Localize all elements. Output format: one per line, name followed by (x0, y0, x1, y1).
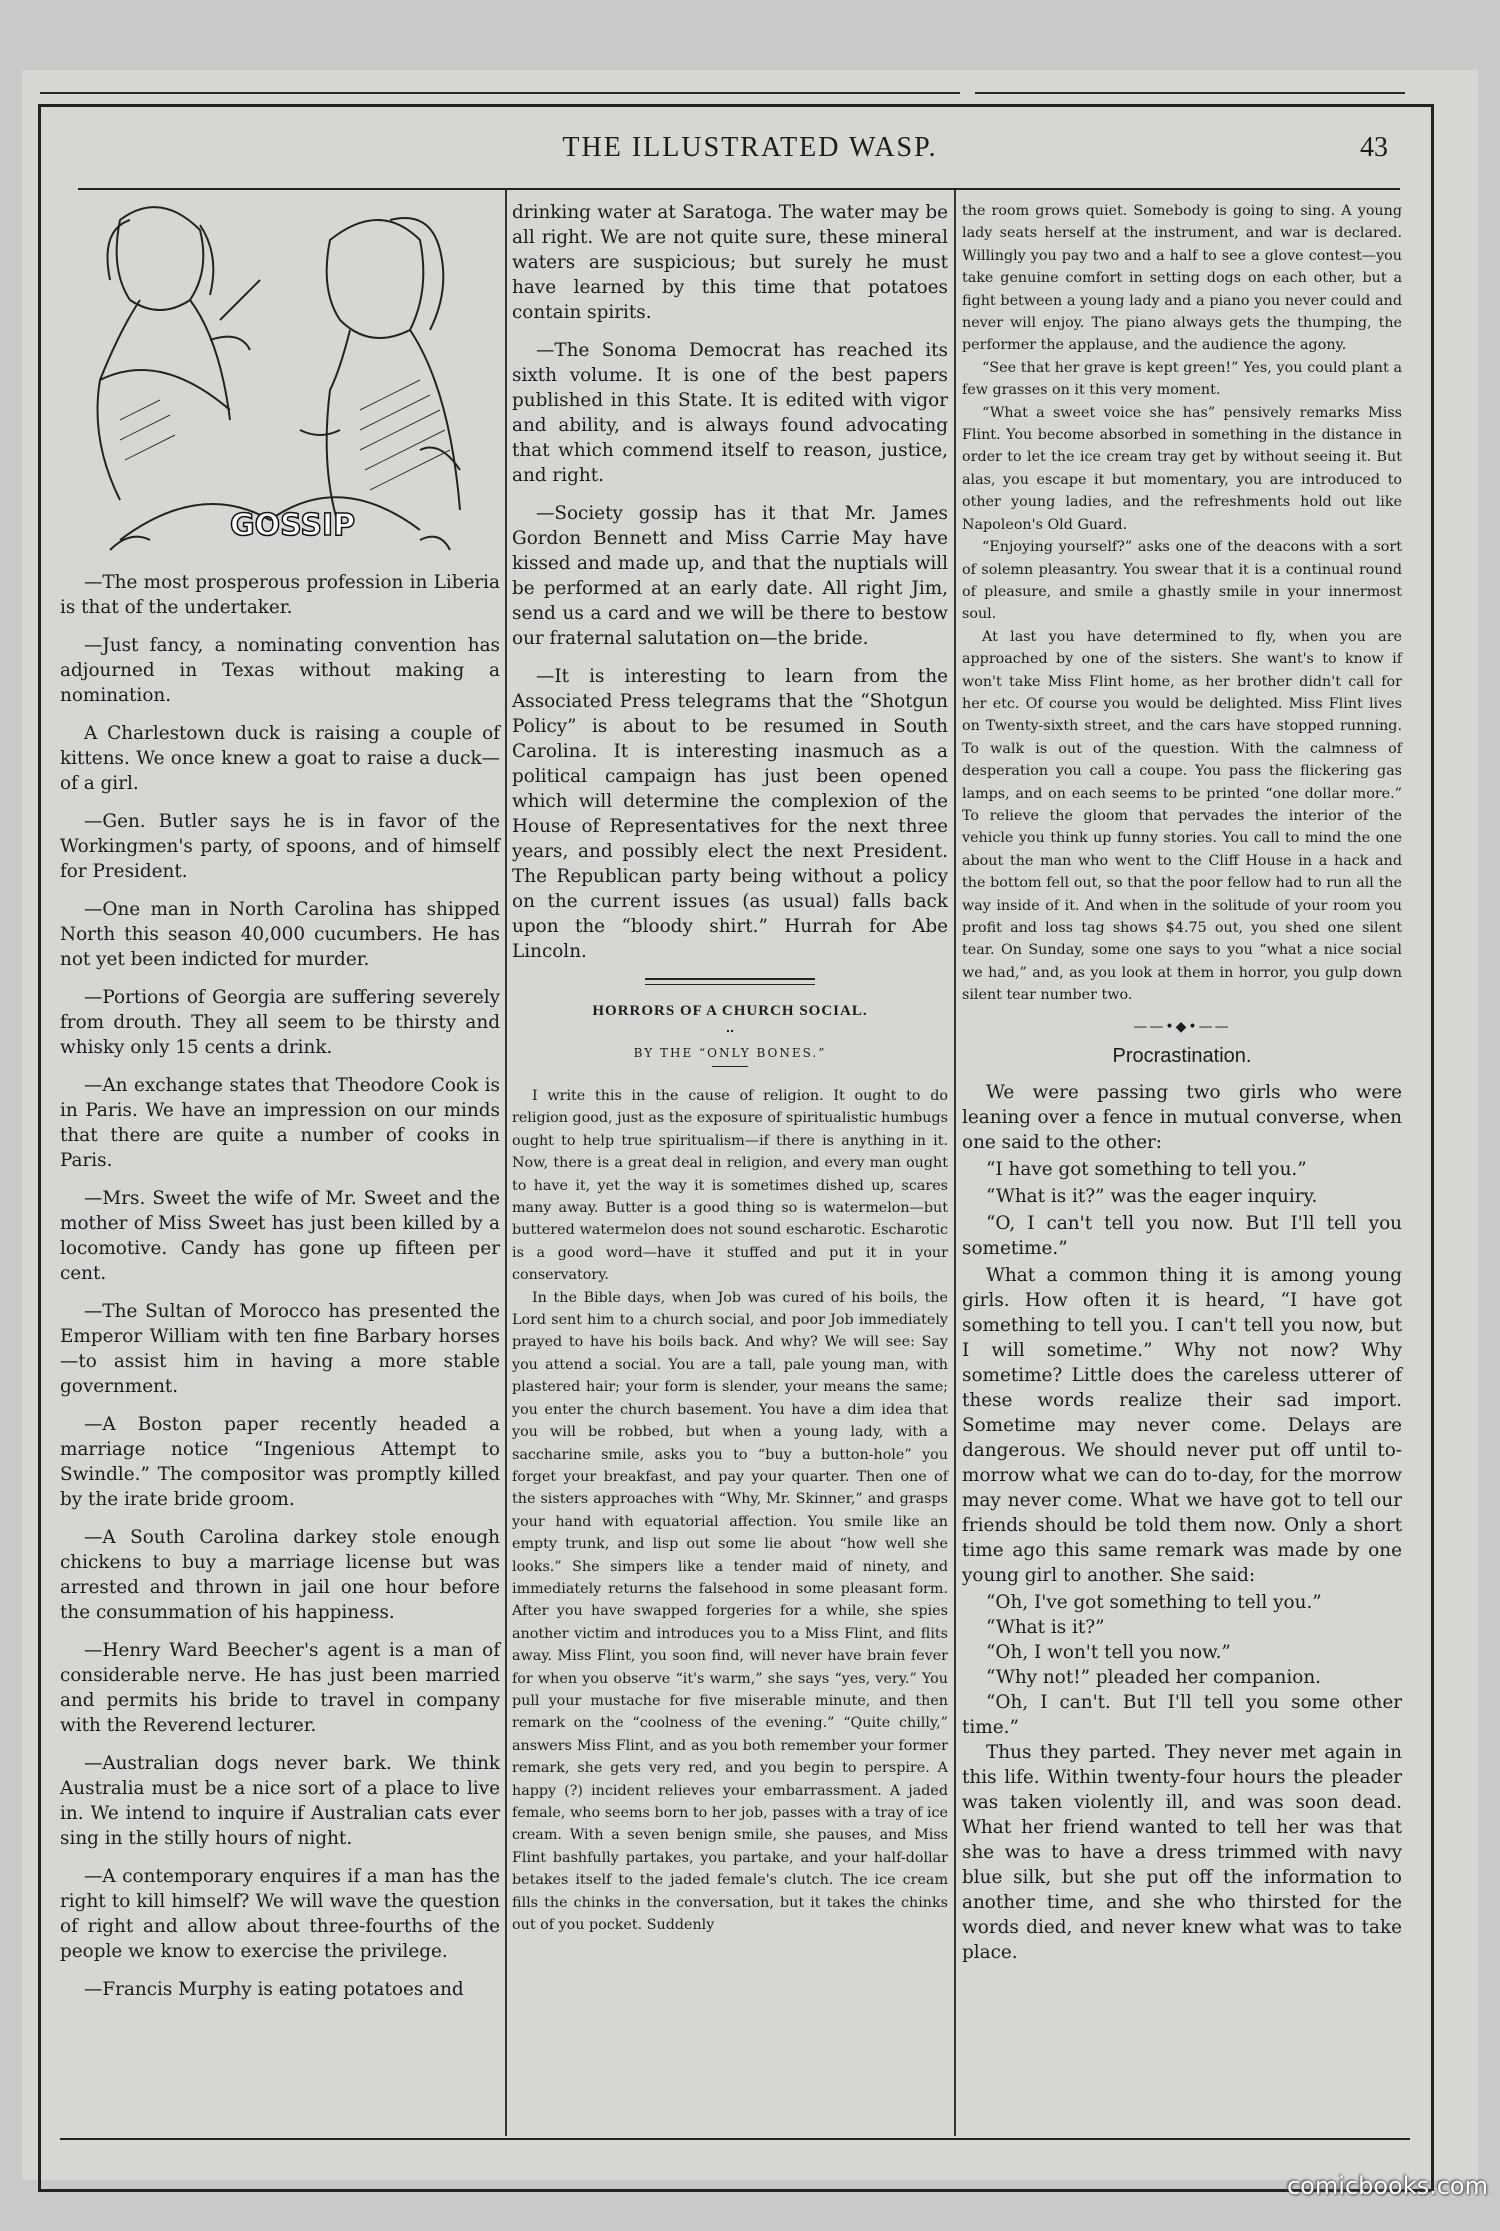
right-woman-figure (300, 218, 460, 530)
section-divider (645, 978, 815, 985)
article-paragraph: “Why not!” pleaded her companion. (986, 1666, 1322, 1688)
gossip-item: —The Sonoma Democrat has reached its sixth volume. It is one of the best papers published in this State. It is edited with vigor and ability, and is always found advocating that which commend itself to reason, justice, and right. (512, 340, 948, 486)
footer-rule (60, 2138, 1410, 2140)
article-paragraph: “I have got something to tell you.” (986, 1158, 1307, 1180)
column-3 (962, 200, 1402, 1965)
gossip-item: —Just fancy, a nominating convention has adjourned in Texas without making a nomination. (60, 635, 500, 706)
top-rule-left (40, 92, 960, 94)
byline-rule (712, 1066, 748, 1067)
article-paragraph: “What a sweet voice she has” pensively remarks Miss Flint. You become absorbed in something in the distance in order to let the ice cream tray get by without seeing it. But alas, you escape it but momentary, you are introduced to other young ladies, and the refreshments hold out like Napoleon's Old Guard. (962, 404, 1402, 533)
article-paragraph: the room grows quiet. Somebody is going to sing. A young lady seats herself at the instrument, and war is declared. Willingly you pay two and a half to see a glove contest—you take genuine comfort in setting dogs on each other, but a fight between a young lady and a piano you never could and never will enjoy. The piano always gets the thumping, the performer the applause, and the audience the agony. (962, 203, 1402, 354)
page-number: 43 (1360, 132, 1388, 163)
article-paragraph: “Oh, I can't. But I'll tell you some other time.” (962, 1691, 1402, 1738)
gossip-item: drinking water at Saratoga. The water may be all right. We are not quite sure, these mineral waters are suspicious; but surely he must have learned by this time that potatoes contain spirits. (512, 202, 948, 323)
gossip-item: —A Boston paper recently headed a marriage notice “Ingenious Attempt to Swindle.” The compositor was promptly killed by the irate bride groom. (60, 1414, 500, 1510)
gossip-item: —A South Carolina darkey stole enough chickens to buy a marriage license but was arrested and thrown in jail one hour before the consummation of his happiness. (60, 1527, 500, 1623)
gossip-items (60, 570, 500, 2002)
column-2 (512, 200, 948, 1936)
column-divider-1 (505, 190, 507, 2136)
gossip-item: —Henry Ward Beecher's agent is a man of considerable nerve. He has just been married and permits his bride to travel in company with the Reverend lecturer. (60, 1640, 500, 1736)
ornament-divider: ——•◆•—— (1133, 1018, 1231, 1035)
article-title: Procrastination. (1112, 1044, 1252, 1067)
gossip-item: —The Sultan of Morocco has presented the Emperor William with ten fine Barbary horses—to assist him in having a more stable government. (60, 1301, 500, 1397)
column-1 (60, 190, 500, 2015)
article-paragraph: “Oh, I won't tell you now.” (986, 1641, 1231, 1663)
article-paragraph: I write this in the cause of religion. It ought to do religion good, just as the exposure of spiritualistic humbugs ought to help true spiritualism—if there is anything in it. Now, there is a great deal in religion, and every man ought to have it, yet the way it is sometimes dished up, scares many away. Butter is a good thing so is watermelon—but buttered watermelon does not sound escharotic. Escharotic is a good word—have it stuffed and put it in your conservatory. (512, 1088, 948, 1284)
column-divider-2 (954, 190, 956, 2136)
gossip-item: —An exchange states that Theodore Cook is in Paris. We have an impression on our minds that there are quite a number of cooks in Paris. (60, 1075, 500, 1171)
article-paragraph: In the Bible days, when Job was cured of his boils, the Lord sent him to a church social, and poor Job immediately prayed to have his boils back. And why? We will see: Say you attend a social. You are a tall, pale young man, with plastered hair; your form is slender, your means the same; you enter the church basement. You have a dim idea that you will be robbed, but when a young lady, with a saccharine smile, asks you to “buy a button-hole” you forget your breakfast, and pay your quarter. Then one of the sisters approaches with “Why, Mr. Skinner,” and grasps your hand with equatorial affection. You smile like an empty trunk, and lisp out some lie about “how well she looks.” She simpers like a tender maid of ninety, and immediately returns the falsehood in some pleasant form. After you have swapped forgeries for a while, she spies another victim and introduces you to a Miss Flint, and flits away. Miss Flint, you soon find, will never have brain fever for when you observe “it's warm,” she says “yes, very.” You pull your mustache for five miserable minute, and then remark on the “coolness of the evening.” “Quite chilly,” answers Miss Flint, and as you both remember your former remark, she gets very red, and you begin to perspire. A happy (?) incident relieves your embarrassment. A jaded female, who seems born to her job, passes with a tray of ice cream. With a seven benign smile, she pauses, and Miss Flint bashfully partakes, you partake, and your half-dollar betakes itself to the jaded female's clutch. The ice cream fills the chinks in the conversation, but it takes the chinks out of you pocket. Suddenly (512, 1289, 948, 1934)
article-paragraph: Thus they parted. They never met again in this life. Within twenty-four hours the pleader was taken violently ill, and was soon dead. What her friend wanted to tell her was that she was to have a dress trimmed with navy blue silk, but she put off the information to another time, and she who thirsted for the words died, and never knew what was to take place. (962, 1741, 1402, 1963)
article-byline: BY THE “ONLY BONES.” (633, 1046, 827, 1060)
article-paragraph: What a common thing it is among young girls. How often it is heard, “I have got something to tell you. I can't tell you now, but I will sometime.” Why not now? Why sometime? Little does the careless utterer of these words realize their sad import. Sometime may never come. Delays are dangerous. We should never put off until to-morrow what we can do to-day, for the morrow may never come. What we have got to tell our friends should be told them now. Only a short time ago this same remark was made by one young girl to another. She said: (962, 1264, 1402, 1586)
article-paragraph: “What is it?” was the eager inquiry. (986, 1185, 1318, 1207)
gossip-item: —The most prosperous profession in Liberia is that of the undertaker. (60, 572, 500, 618)
gossip-item: —Mrs. Sweet the wife of Mr. Sweet and the mother of Miss Sweet has just been killed by a locomotive. Candy has gone up fifteen per cent. (60, 1188, 500, 1284)
article-paragraph: “Enjoying yourself?” asks one of the deacons with a sort of solemn pleasantry. You swear that it is a continual round of pleasure, and smile a ghastly smile in your innermost soul. (962, 539, 1402, 623)
gossip-item: —Gen. Butler says he is in favor of the Workingmen's party, of spoons, and of himself for President. (60, 811, 500, 882)
article-title: HORRORS OF A CHURCH SOCIAL. (592, 1003, 868, 1019)
title-dot (727, 1030, 733, 1032)
watermark: comicbooks.com (1286, 2172, 1488, 2200)
article-paragraph: “See that her grave is kept green!” Yes, you could plant a few grasses on it this very moment. (962, 359, 1402, 399)
article-paragraph: “What is it?” (986, 1616, 1105, 1638)
article-paragraph: At last you have determined to fly, when you are approached by one of the sisters. She want's to know if won't take Miss Flint home, as her brother didn't call for her etc. Of course you would be delighted. Miss Flint lives on Twenty-sixth street, and the cars have stopped running. To walk is out of the question. With the calmness of desperation you call a coupe. You pass the flickering gas lamps, and on each seems to be printed “one dollar more.” To relieve the gloom that pervades the interior of the vehicle you think up funny stories. You call to mind the one about the man who went to the Cliff House in a hack and the bottom fell out, so that the poor fellow had to run all the way inside of it. And when in the solitude of your room you profit and loss tag shows $4.75 out, you shed one silent tear. On Sunday, some one says to you “what a nice social we had,” and, as you look at them in horror, you gulp down silent tear number two. (962, 628, 1402, 1004)
masthead-title: THE ILLUSTRATED WASP. (562, 132, 938, 163)
article-paragraph: “Oh, I've got something to tell you.” (986, 1591, 1322, 1613)
dress-shading (120, 380, 450, 490)
gossip-item: —A contemporary enquires if a man has the right to kill himself? We will wave the question of right and allow about three-fourths of the people we know to exercise the privilege. (60, 1866, 500, 1962)
article-paragraph: “O, I can't tell you now. But I'll tell you sometime.” (962, 1212, 1402, 1259)
gossip-item: —Francis Murphy is eating potatoes and (84, 1979, 464, 2000)
gossip-item: —Australian dogs never bark. We think Australia must be a nice sort of a place to live in. We intend to inquire if Australian cats ever sing in the stilly hours of night. (60, 1753, 500, 1849)
gossip-item: —Society gossip has it that Mr. James Gordon Bennett and Miss Carrie May have kissed and made up, and that the nuptials will be performed at an early date. All right Jim, send us a card and we will be there to bestow our fraternal salutation on—the bride. (512, 503, 948, 649)
gossip-label: GOSSIP (230, 508, 356, 543)
gossip-item: —One man in North Carolina has shipped North this season 40,000 cucumbers. He has not yet been indicted for murder. (60, 899, 500, 970)
gossip-item: —It is interesting to learn from the Associated Press telegrams that the “Shotgun Policy” is about to be resumed in South Carolina. It is interesting inasmuch as a political campaign has just been opened which will determine the complexion of the House of Representatives for the next three years, and possibly elect the next President. The Republican party being without a policy on the current issues (as usual) falls back upon the “bloody shirt.” Hurrah for Abe Lincoln. (512, 666, 948, 962)
gossip-item: A Charlestown duck is raising a couple of kittens. We once knew a goat to raise a duck—of a girl. (60, 723, 500, 794)
top-rule-right (975, 92, 1405, 94)
gossip-illustration (60, 190, 500, 570)
left-woman-figure (98, 207, 261, 500)
gossip-item: —Portions of Georgia are suffering severely from drouth. They all seem to be thirsty and whisky only 15 cents a drink. (60, 987, 500, 1058)
article-paragraph: We were passing two girls who were leaning over a fence in mutual converse, when one said to the other: (962, 1081, 1402, 1153)
